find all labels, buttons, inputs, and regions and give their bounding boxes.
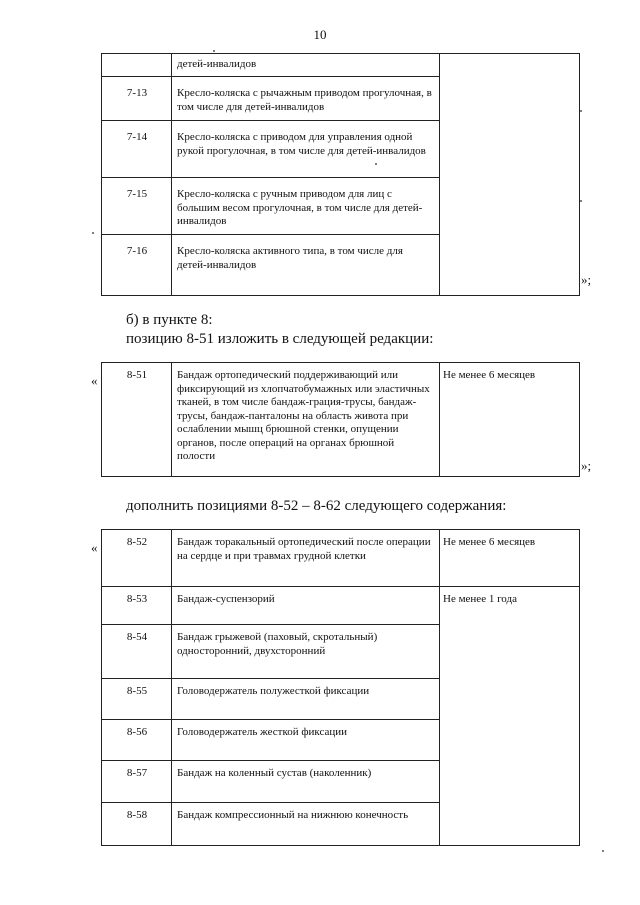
scan-speck — [375, 163, 377, 165]
scan-speck — [92, 232, 94, 234]
row-code: 7-13 — [102, 77, 172, 121]
paragraph-b — [126, 311, 433, 349]
row-code: 8-58 — [102, 803, 172, 846]
row-description: Бандаж компрессионный на нижнюю конечность — [172, 803, 440, 846]
row-code: 7-15 — [102, 178, 172, 235]
paragraph-supplement — [126, 497, 506, 516]
row-description: Бандаж ортопедический поддерживающий или фиксирующий из хлопчатобумажных или эластичных тканей, в том числе бандаж-грация-трусы, бандаж-трусы, бандаж-панталоны на область живота при ослаблении мышц брюшной стенки, опущении органов, после операций на органах брюшной полости — [172, 363, 440, 477]
row-term: Не менее 6 месяцев — [440, 363, 580, 477]
scan-speck — [580, 110, 582, 112]
paragraph-line: б) в пункте 8: — [126, 312, 213, 328]
row-description: Бандаж-суспензорий — [172, 587, 440, 625]
table-row — [102, 530, 580, 587]
row-code: 8-57 — [102, 761, 172, 803]
table-bandage-851 — [101, 362, 580, 477]
row-description: Головодержатель жесткой фиксации — [172, 720, 440, 761]
row-description: Кресло-коляска с приводом для управления одной рукой прогулочная, в том числе для детей-инвалидов — [172, 121, 440, 178]
opening-quote: « — [91, 373, 98, 388]
row-description: Кресло-коляска с ручным приводом для лиц с большим весом прогулочная, в том числе для детей-инвалидов — [172, 178, 440, 235]
row-code: 7-14 — [102, 121, 172, 178]
row-code: 8-55 — [102, 679, 172, 720]
paragraph-line: дополнить позициями 8-52 – 8-62 следующего содержания: — [126, 498, 507, 514]
table-row — [102, 54, 580, 77]
scan-speck — [602, 850, 604, 852]
row-description: Кресло-коляска активного типа, в том числе для детей-инвалидов — [172, 235, 440, 296]
row-term: Не менее 1 года — [440, 587, 580, 846]
table-row — [102, 363, 580, 477]
closing-quote: »; — [581, 272, 592, 287]
row-code: 8-53 — [102, 587, 172, 625]
table-bandages — [101, 529, 580, 846]
row-description: Головодержатель полужесткой фиксации — [172, 679, 440, 720]
row-term: Не менее 6 месяцев — [440, 530, 580, 587]
row-description: Бандаж торакальный ортопедический после операции на сердце и при травмах грудной клетки — [172, 530, 440, 587]
row-description: детей-инвалидов — [172, 54, 440, 77]
row-description: Бандаж на коленный сустав (наколенник) — [172, 761, 440, 803]
table-row — [102, 587, 580, 625]
row-code: 8-54 — [102, 625, 172, 679]
row-description: Кресло-коляска с рычажным приводом прогулочная, в том числе для детей-инвалидов — [172, 77, 440, 121]
scan-speck — [213, 50, 215, 52]
row-code — [102, 54, 172, 77]
row-code: 8-51 — [102, 363, 172, 477]
closing-quote: »; — [581, 458, 592, 473]
row-code: 8-52 — [102, 530, 172, 587]
scan-speck — [580, 200, 582, 202]
row-code: 7-16 — [102, 235, 172, 296]
paragraph-line: позицию 8-51 изложить в следующей редакции: — [126, 331, 434, 347]
row-code: 8-56 — [102, 720, 172, 761]
table-wheelchairs — [101, 53, 580, 296]
opening-quote: « — [91, 540, 98, 555]
page-number: 10 — [313, 27, 327, 42]
row-description: Бандаж грыжевой (паховый, скротальный) односторонний, двухсторонний — [172, 625, 440, 679]
term-cell — [440, 54, 580, 296]
